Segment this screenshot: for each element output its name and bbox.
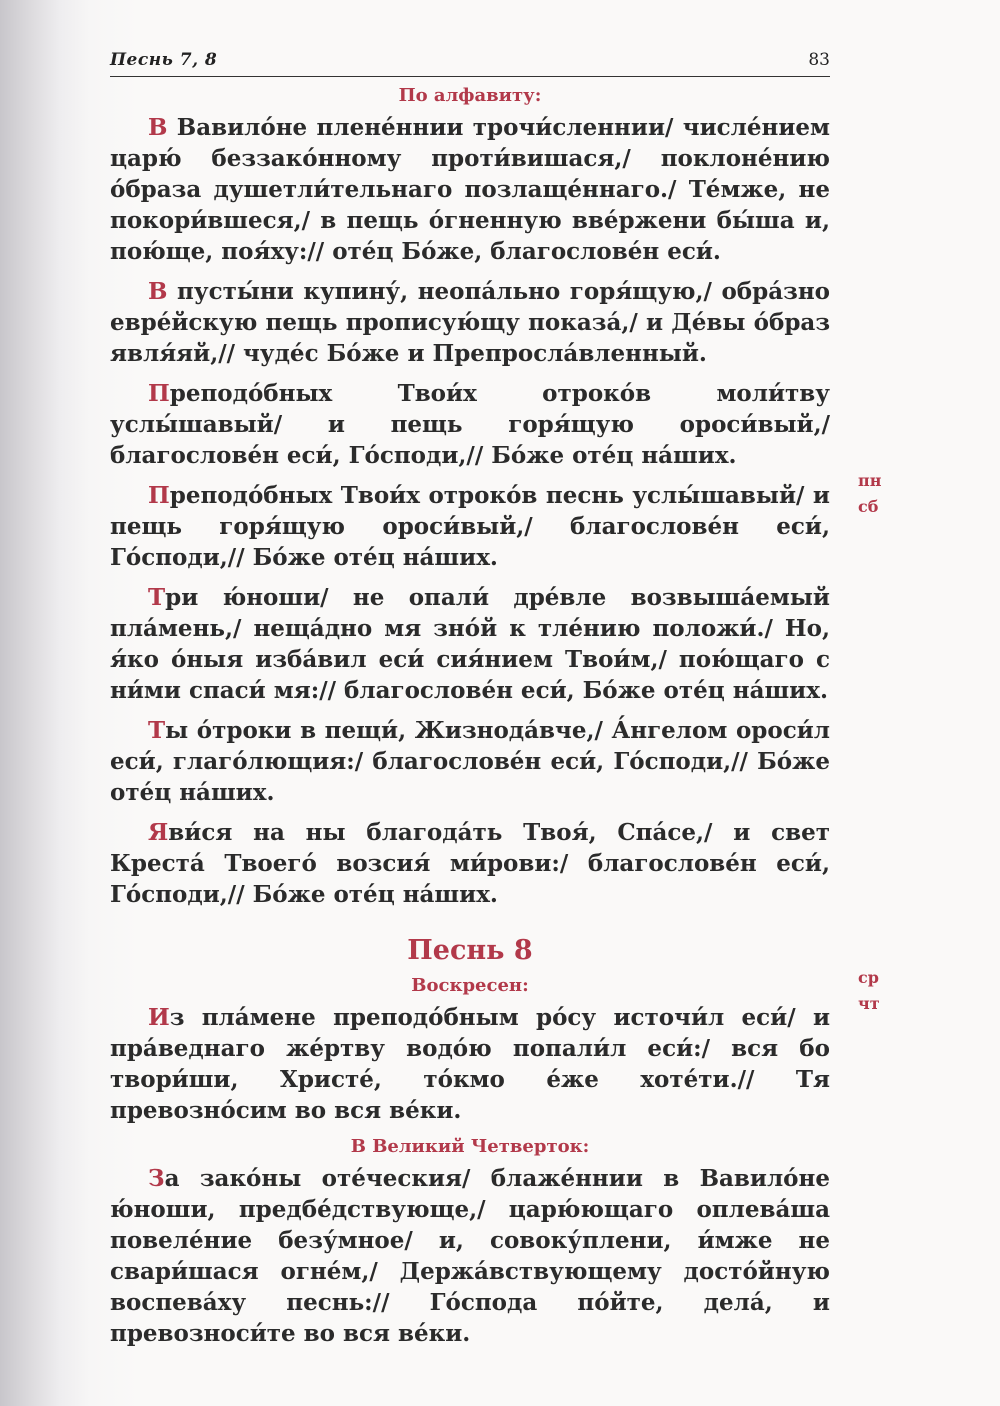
text-column bbox=[110, 84, 830, 1358]
running-header bbox=[110, 50, 830, 77]
initial-letter: П bbox=[148, 482, 170, 509]
verse-paragraph bbox=[110, 582, 830, 706]
margin-note-days bbox=[858, 965, 898, 1017]
verse-text: пусты́ни купину́, неопа́льно горя́щую,/ обра́зно евре́йскую пещь прописую́щу показа́,/ и Де́вы о́браз явля́яй,// чуде́с Бо́же и Препросла́вленный. bbox=[110, 278, 830, 367]
running-title: Песнь 7, 8 bbox=[110, 50, 218, 70]
verse-text: Вавило́не плене́ннии трочи́сленнии/ числе́нием царю́ беззако́нному проти́вишася,/ поклоне́нию о́браза душетли́тельнаго позлаще́ннаго./ Те́мже, не покори́вшеся,/ в пещь о́гненную вве́ржени бы́ша и, пою́ще, поя́ху:// оте́ц Бо́же, благослове́н еси́. bbox=[110, 114, 830, 265]
verse-paragraph bbox=[110, 1163, 830, 1349]
verse-text: з пла́мене преподо́бным ро́су источи́л еси́/ и пра́веднаго же́ртву водо́ю попали́л еси́:/ вся бо твори́ши, Христе́, то́кмо е́же хоте́ти.// Тя превозно́сим во вся ве́ки. bbox=[110, 1004, 830, 1124]
initial-letter: П bbox=[148, 380, 170, 407]
initial-letter: Т bbox=[148, 717, 166, 744]
verse-text: ри ю́ноши/ не опали́ дре́вле возвыша́емый пла́мень,/ неща́дно мя зно́й к тле́нию положи́./ Но, я́ко о́ныя изба́вил еси́ сия́нием Твои́м,/ пою́щаго с ни́ми спаси́ мя:// благослове́н еси́, Бо́же оте́ц на́ших. bbox=[110, 584, 830, 704]
initial-letter: И bbox=[148, 1004, 170, 1031]
verse-paragraph bbox=[110, 480, 830, 573]
initial-letter: Т bbox=[148, 584, 166, 611]
verse-text: ы о́троки в пещи́, Жизнода́вче,/ А́нгелом ороси́л еси́, глаго́лющия:/ благослове́н еси́, Го́споди,// Бо́же оте́ц на́ших. bbox=[110, 717, 830, 806]
verse-paragraph bbox=[110, 1002, 830, 1126]
verse-paragraph bbox=[110, 378, 830, 471]
verse-text: ви́ся на ны благода́ть Твоя́, Спа́се,/ и свет Креста́ Твоего́ возсия́ ми́рови:/ благослове́н еси́, Го́споди,// Бо́же оте́ц на́ших. bbox=[110, 819, 830, 908]
verse-paragraph bbox=[110, 112, 830, 267]
song-heading: Песнь 8 bbox=[407, 935, 533, 966]
margin-note-monday: пн bbox=[858, 471, 882, 490]
initial-letter: В bbox=[148, 114, 168, 141]
verse-paragraph bbox=[110, 817, 830, 910]
subheading-thursday: В Великий Четверток: bbox=[350, 1136, 590, 1157]
initial-letter: В bbox=[148, 278, 168, 305]
verse-paragraph bbox=[110, 715, 830, 808]
margin-note-thursday: чт bbox=[858, 994, 880, 1013]
verse-text: реподо́бных Твои́х отроко́в песнь услы́шавый/ и пещь горя́щую ороси́вый,/ благослове́н еси́, Го́споди,// Бо́же оте́ц на́ших. bbox=[110, 482, 830, 571]
verse-paragraph bbox=[110, 276, 830, 369]
verse-text: а зако́ны оте́ческия/ блаже́ннии в Вавило́не ю́ноши, предбе́дствующе,/ царю́ющаго оплева́ша повеле́ние безу́мное/ и, совоку́плени, и́мже не свари́шася огне́м,/ Держа́вствующему досто́йную воспева́ху песнь:// Го́спода по́йте, дела́, и превозноси́те во вся ве́ки. bbox=[110, 1165, 830, 1347]
subheading-alphabet: По алфавиту: bbox=[398, 85, 542, 106]
initial-letter: З bbox=[148, 1165, 165, 1192]
margin-note-days bbox=[858, 468, 898, 520]
verse-text: реподо́бных Твои́х отроко́в моли́тву услы́шавый/ и пещь горя́щую ороси́вый,/ благослове́н еси́, Го́споди,// Бо́же оте́ц на́ших. bbox=[110, 380, 830, 469]
margin-note-wednesday: ср bbox=[858, 968, 879, 987]
page-number: 83 bbox=[808, 50, 830, 70]
subheading-sunday: Воскресен: bbox=[411, 975, 529, 996]
initial-letter: Я bbox=[148, 819, 169, 846]
margin-note-saturday: сб bbox=[858, 497, 879, 516]
